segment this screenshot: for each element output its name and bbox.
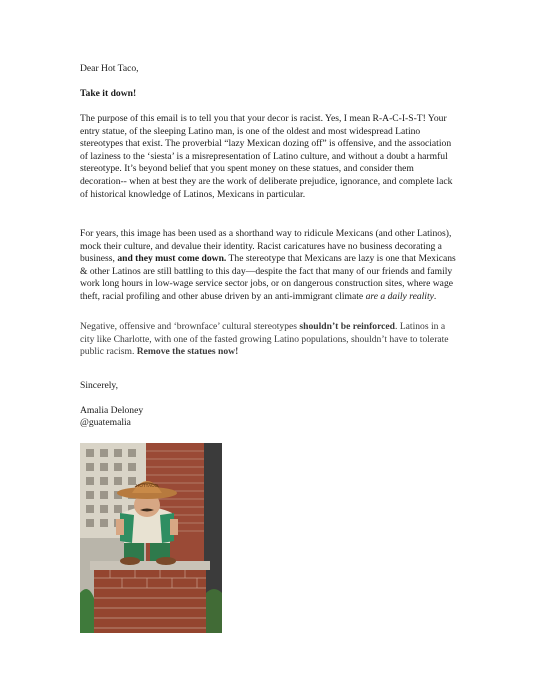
paragraph-3-text-a: Negative, offensive and ‘brownface’ cultural stereotypes [80,321,300,332]
paragraph-3-text-c: . Latinos in a city like Charlotte, with one of the fasted growing Latino populations, shouldn’t have to tolerate public racism. [80,321,449,358]
paragraph-3 [80,321,458,359]
paragraph-2 [80,228,458,304]
paragraph-2-text-c: The stereotype that Mexicans are lazy is one that Mexicans & other Latinos are still battling to this day—despite the fact that many of our friends and family work long hours in low-wage service sector jobs, or on dangerous construction sites, where wage theft, racial profiling and other abuse driven by an anti-immigrant climate [80,253,456,302]
paragraph-1: The purpose of this email is to tell you that your decor is racist. Yes, I mean R-A-C-I-S-T! Your entry statue, of the sleeping Latino man, is one of the oldest and most widespread Latino stereotypes that exist. The proverbial “lazy Mexican dozing off” is offensive, and the association of laziness to the ‘siesta’ is a misrepresentation of Latino culture, and without a doubt a harmful stereotype. It’s beyond belief that you spent money on these statues, and consider them decoration-- when at best they are the work of deliberate prejudice, ignorance, and complete lack of historical knowledge of Latinos, Mexicans in particular. [80,113,453,200]
paragraph-3-call-to-action: Remove the statues now! [136,346,239,358]
paragraph-2-period: . [433,290,437,302]
salutation: Dear Hot Taco, [80,63,139,74]
signature-name: Amalia Deloney [80,405,144,416]
paragraph-2-text-a: For years, this image has been used as a shorthand way to ridicule Mexicans (and other Latinos), mock their culture, and devalue their identity. Racist caricatures have no business decorating a business, [80,228,452,265]
statue-photo-drawing [80,443,222,633]
hat-text: HOTTACO [136,483,158,488]
paragraph-2-italic: are a daily reality [365,290,434,302]
signature-handle: @guatemalia [80,417,131,428]
paragraph-3-emphasis: shouldn’t be reinforced [299,321,396,332]
statue-photo [80,443,222,633]
paragraph-2-emphasis: and they must come down. [117,253,227,265]
closing: Sincerely, [80,380,119,391]
headline: Take it down! [80,88,137,99]
